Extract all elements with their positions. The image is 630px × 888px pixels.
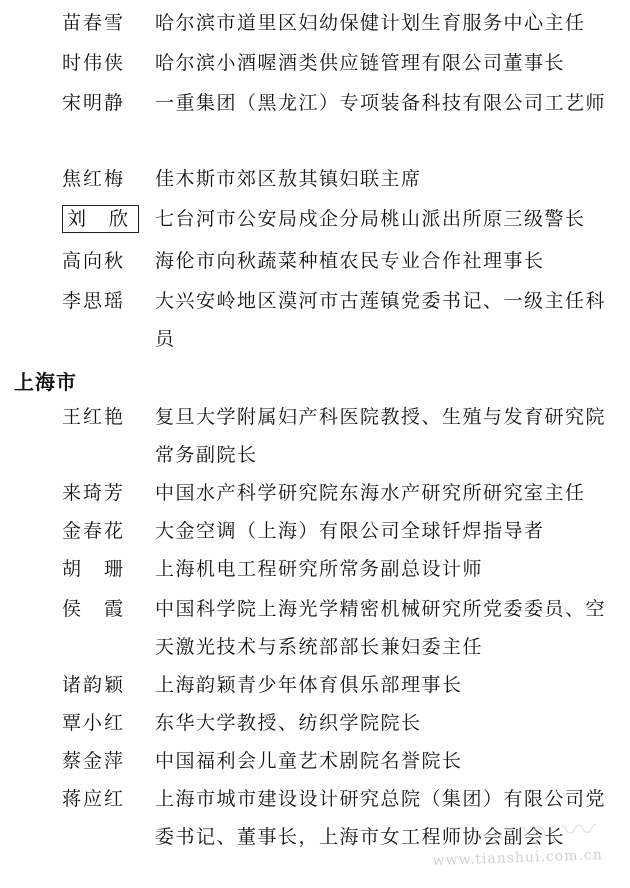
person-name: 来琦芳 [62, 482, 126, 504]
person-name: 焦红梅 [62, 168, 126, 190]
person-name: 蔡金萍 [62, 750, 126, 772]
person-title: 上海市城市建设设计研究总院（集团）有限公司党委书记、董事长，上海市女工程师协会副会长 [155, 788, 607, 848]
person-name: 胡 珊 [62, 558, 126, 580]
person-title: 中国科学院上海光学精密机械研究所党委委员、空天激光技术与系统部部长兼妇委主任 [155, 598, 607, 658]
person-name: 覃小红 [62, 712, 126, 734]
person-title: 东华大学教授、纺织学院院长 [155, 712, 422, 734]
watermark-url: www.tianshui.com.cn [432, 847, 603, 869]
person-name: 高向秋 [62, 250, 126, 272]
person-name: 蒋应红 [62, 788, 126, 810]
person-name: 金春花 [62, 520, 126, 542]
person-title: 上海机电工程研究所常务副总设计师 [155, 558, 484, 580]
person-name: 刘 欣 [62, 205, 139, 233]
person-name: 时伟侠 [62, 52, 126, 74]
person-title: 哈尔滨小酒喔酒类供应链管理有限公司董事长 [155, 52, 566, 74]
person-title: 佳木斯市郊区敖其镇妇联主席 [155, 168, 422, 190]
person-title: 哈尔滨市道里区妇幼保健计划生育服务中心主任 [155, 12, 586, 34]
person-title: 七台河市公安局戍企分局桃山派出所原三级警长 [155, 208, 586, 230]
person-name: 宋明静 [62, 92, 126, 114]
section-heading: 上海市 [14, 370, 77, 394]
person-title: 一重集团（黑龙江）专项装备科技有限公司工艺师 [155, 92, 607, 114]
site-watermark [431, 810, 603, 869]
person-title: 中国水产科学研究院东海水产研究所研究室主任 [155, 482, 586, 504]
person-title: 上海韵颖青少年体育俱乐部理事长 [155, 674, 463, 696]
person-title: 中国福利会儿童艺术剧院名誉院长 [155, 750, 463, 772]
person-name: 侯 霞 [62, 598, 126, 620]
person-title: 大金空调（上海）有限公司全球钎焊指导者 [155, 520, 545, 542]
person-title: 大兴安岭地区漠河市古莲镇党委书记、一级主任科员 [155, 290, 607, 350]
person-name: 王红艳 [62, 406, 126, 428]
person-name: 李思瑶 [62, 290, 126, 312]
person-name: 诸韵颖 [62, 674, 126, 696]
person-title: 复旦大学附属妇产科医院教授、生殖与发育研究院常务副院长 [155, 406, 607, 466]
person-name: 苗春雪 [62, 12, 126, 34]
watermark-logo: 〰〰 [521, 810, 603, 853]
person-title: 海伦市向秋蔬菜种植农民专业合作社理事长 [155, 250, 545, 272]
person-name-boxed [62, 200, 134, 238]
